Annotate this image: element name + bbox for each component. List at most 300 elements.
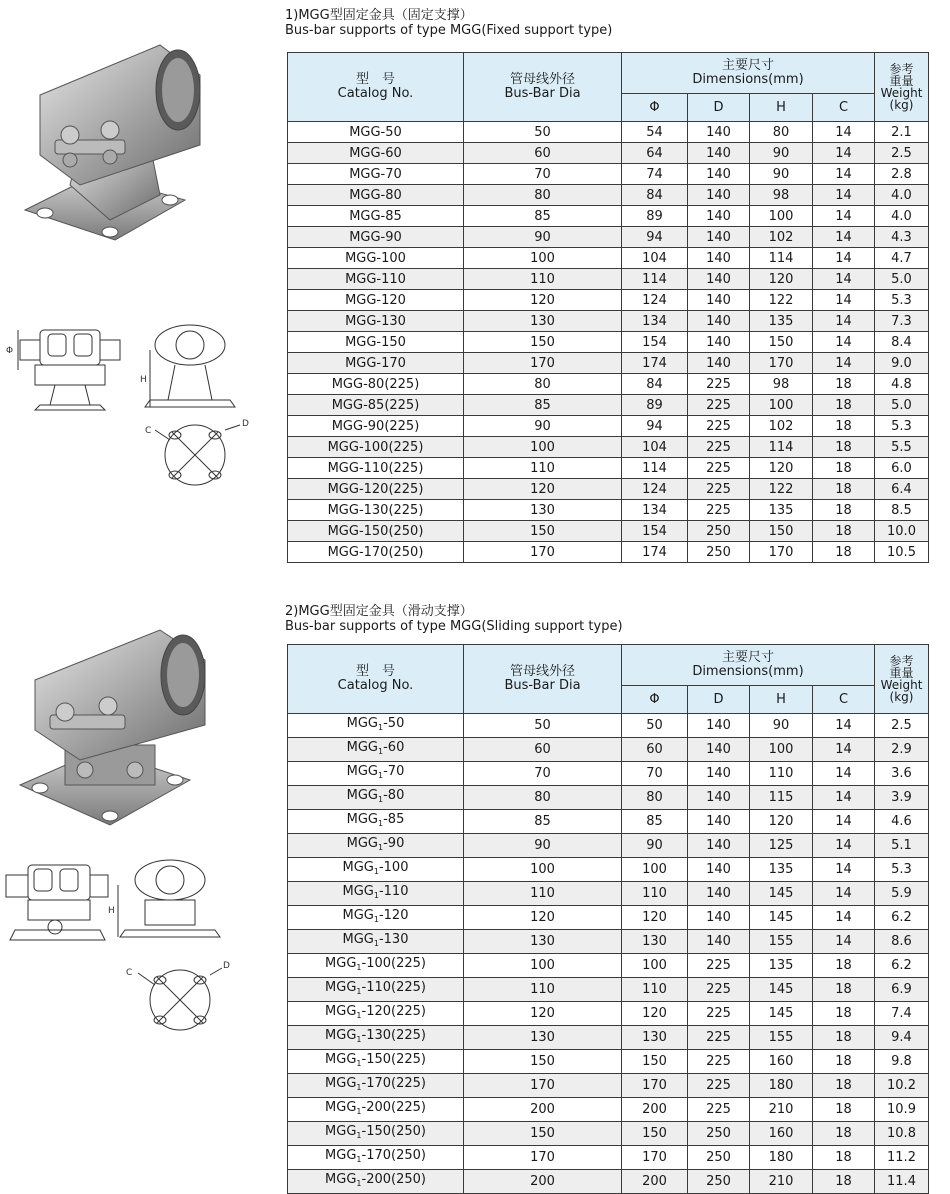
cell-busbar-dia: 130 <box>464 500 622 521</box>
cell-busbar-dia: 50 <box>464 122 622 143</box>
cell-c: 14 <box>813 353 875 374</box>
cell-h: 180 <box>750 1074 813 1098</box>
table-row <box>288 834 929 858</box>
cell-d: 225 <box>688 374 750 395</box>
cell-c: 18 <box>813 1122 875 1146</box>
caption-cn: 2)MGG型固定金具（滑动支撑） <box>285 604 473 619</box>
cell-phi: 200 <box>622 1170 688 1194</box>
cell-d: 140 <box>688 906 750 930</box>
cell-h: 80 <box>750 122 813 143</box>
cell-c: 14 <box>813 185 875 206</box>
cell-d: 140 <box>688 269 750 290</box>
cell-catalog-no: MGG-90 <box>288 227 464 248</box>
section-sliding-support <box>0 590 950 1189</box>
cell-catalog-no: $MGG_1-60$ <box>288 738 464 762</box>
cell-d: 225 <box>688 500 750 521</box>
cell-catalog-no: $MGG_1-120(225)$ <box>288 1002 464 1026</box>
cell-phi: 104 <box>622 248 688 269</box>
cell-busbar-dia: 130 <box>464 311 622 332</box>
caption-en: Bus-bar supports of type MGG(Sliding support type) <box>285 619 623 634</box>
spec-table-body <box>288 714 929 1194</box>
cell-d: 140 <box>688 353 750 374</box>
cell-weight: 11.4 <box>875 1170 929 1194</box>
table-row <box>288 332 929 353</box>
cell-h: 90 <box>750 164 813 185</box>
cell-d: 250 <box>688 1170 750 1194</box>
label-phi: Φ <box>6 346 14 356</box>
cell-h: 90 <box>750 714 813 738</box>
cell-phi: 134 <box>622 500 688 521</box>
cell-weight: 8.6 <box>875 930 929 954</box>
cell-weight: 6.2 <box>875 906 929 930</box>
cell-c: 18 <box>813 416 875 437</box>
cell-c: 14 <box>813 882 875 906</box>
cell-catalog-no: $MGG_1-90$ <box>288 834 464 858</box>
cell-phi: 150 <box>622 1122 688 1146</box>
cell-c: 14 <box>813 786 875 810</box>
cell-h: 160 <box>750 1122 813 1146</box>
cell-busbar-dia: 130 <box>464 930 622 954</box>
cell-h: 150 <box>750 521 813 542</box>
cell-phi: 114 <box>622 458 688 479</box>
cell-catalog-no: MGG-50 <box>288 122 464 143</box>
cell-c: 14 <box>813 906 875 930</box>
table-row <box>288 858 929 882</box>
cell-weight: 2.1 <box>875 122 929 143</box>
cell-h: 114 <box>750 437 813 458</box>
cell-busbar-dia: 120 <box>464 479 622 500</box>
cell-c: 18 <box>813 374 875 395</box>
table-row <box>288 521 929 542</box>
cell-weight: 5.3 <box>875 416 929 437</box>
cell-phi: 154 <box>622 521 688 542</box>
cell-phi: 130 <box>622 930 688 954</box>
cell-busbar-dia: 110 <box>464 978 622 1002</box>
cell-d: 225 <box>688 1050 750 1074</box>
header-dimensions: 主要尺寸 Dimensions(mm) <box>622 645 875 686</box>
cell-d: 250 <box>688 542 750 563</box>
table-row <box>288 1146 929 1170</box>
cell-catalog-no: $MGG_1-170(225)$ <box>288 1074 464 1098</box>
cell-h: 170 <box>750 353 813 374</box>
cell-d: 225 <box>688 954 750 978</box>
cell-weight: 4.0 <box>875 185 929 206</box>
cell-phi: 154 <box>622 332 688 353</box>
cell-d: 140 <box>688 738 750 762</box>
cell-busbar-dia: 150 <box>464 1050 622 1074</box>
table-row <box>288 143 929 164</box>
cell-catalog-no: MGG-85 <box>288 206 464 227</box>
cell-c: 14 <box>813 290 875 311</box>
cell-weight: 8.4 <box>875 332 929 353</box>
table-row <box>288 248 929 269</box>
cell-weight: 4.3 <box>875 227 929 248</box>
cell-phi: 94 <box>622 227 688 248</box>
cell-d: 140 <box>688 930 750 954</box>
cell-c: 18 <box>813 978 875 1002</box>
cell-busbar-dia: 90 <box>464 834 622 858</box>
cell-busbar-dia: 170 <box>464 1146 622 1170</box>
cell-busbar-dia: 170 <box>464 353 622 374</box>
cell-c: 18 <box>813 1050 875 1074</box>
table-row <box>288 930 929 954</box>
label-h: H <box>108 906 115 916</box>
cell-catalog-no: MGG-70 <box>288 164 464 185</box>
cell-phi: 150 <box>622 1050 688 1074</box>
cell-weight: 10.2 <box>875 1074 929 1098</box>
cell-h: 155 <box>750 930 813 954</box>
cell-d: 140 <box>688 311 750 332</box>
cell-catalog-no: $MGG_1-85$ <box>288 810 464 834</box>
header-busbar-dia: 管母线外径 Bus-Bar Dia <box>464 53 622 122</box>
cell-d: 225 <box>688 458 750 479</box>
cell-weight: 7.3 <box>875 311 929 332</box>
label-c: C <box>145 426 152 436</box>
technical-drawing-sliding <box>0 855 260 1035</box>
cell-busbar-dia: 85 <box>464 810 622 834</box>
cell-busbar-dia: 60 <box>464 738 622 762</box>
header-h: H <box>750 686 813 714</box>
cell-d: 225 <box>688 978 750 1002</box>
header-d: D <box>688 94 750 122</box>
cell-weight: 9.0 <box>875 353 929 374</box>
cell-c: 18 <box>813 458 875 479</box>
cell-weight: 5.3 <box>875 290 929 311</box>
cell-phi: 110 <box>622 882 688 906</box>
table-row <box>288 882 929 906</box>
cell-weight: 10.0 <box>875 521 929 542</box>
cell-weight: 6.0 <box>875 458 929 479</box>
cell-h: 135 <box>750 500 813 521</box>
cell-c: 18 <box>813 395 875 416</box>
cell-weight: 2.5 <box>875 714 929 738</box>
table-row <box>288 416 929 437</box>
cell-busbar-dia: 120 <box>464 1002 622 1026</box>
header-weight: 参考 重量 Weight (kg) <box>875 645 929 714</box>
table-row <box>288 290 929 311</box>
cell-h: 125 <box>750 834 813 858</box>
cell-phi: 130 <box>622 1026 688 1050</box>
product-photo-sliding <box>0 620 230 840</box>
cell-h: 90 <box>750 143 813 164</box>
cell-catalog-no: $MGG_1-130$ <box>288 930 464 954</box>
cell-catalog-no: MGG-130 <box>288 311 464 332</box>
cell-weight: 5.5 <box>875 437 929 458</box>
cell-d: 225 <box>688 416 750 437</box>
cell-weight: 9.8 <box>875 1050 929 1074</box>
cell-c: 14 <box>813 332 875 353</box>
cell-d: 140 <box>688 185 750 206</box>
section-caption <box>285 8 612 38</box>
cell-d: 140 <box>688 834 750 858</box>
table-row <box>288 185 929 206</box>
cell-catalog-no: $MGG_1-80$ <box>288 786 464 810</box>
table-row <box>288 1026 929 1050</box>
spec-table-body <box>288 122 929 563</box>
cell-h: 102 <box>750 416 813 437</box>
header-c: C <box>813 686 875 714</box>
cell-catalog-no: $MGG_1-200(250)$ <box>288 1170 464 1194</box>
cell-busbar-dia: 150 <box>464 1122 622 1146</box>
cell-c: 18 <box>813 1026 875 1050</box>
cell-weight: 6.2 <box>875 954 929 978</box>
cell-weight: 5.3 <box>875 858 929 882</box>
table-row <box>288 311 929 332</box>
cell-catalog-no: $MGG_1-110$ <box>288 882 464 906</box>
cell-busbar-dia: 70 <box>464 762 622 786</box>
cell-d: 250 <box>688 1146 750 1170</box>
cell-weight: 9.4 <box>875 1026 929 1050</box>
cell-c: 14 <box>813 810 875 834</box>
cell-busbar-dia: 120 <box>464 906 622 930</box>
table-row <box>288 954 929 978</box>
cell-busbar-dia: 200 <box>464 1170 622 1194</box>
cell-h: 115 <box>750 786 813 810</box>
table-row <box>288 395 929 416</box>
cell-phi: 200 <box>622 1098 688 1122</box>
cell-weight: 10.8 <box>875 1122 929 1146</box>
header-d: D <box>688 686 750 714</box>
cell-catalog-no: MGG-85(225) <box>288 395 464 416</box>
cell-catalog-no: MGG-110(225) <box>288 458 464 479</box>
cell-weight: 5.9 <box>875 882 929 906</box>
caption-cn: 1)MGG型固定金具（固定支撑） <box>285 8 473 23</box>
cell-busbar-dia: 85 <box>464 395 622 416</box>
cell-phi: 120 <box>622 1002 688 1026</box>
cell-c: 18 <box>813 479 875 500</box>
cell-h: 110 <box>750 762 813 786</box>
cell-d: 140 <box>688 786 750 810</box>
cell-d: 140 <box>688 332 750 353</box>
cell-phi: 84 <box>622 185 688 206</box>
cell-c: 14 <box>813 206 875 227</box>
cell-h: 145 <box>750 882 813 906</box>
cell-h: 145 <box>750 906 813 930</box>
cell-h: 160 <box>750 1050 813 1074</box>
label-d: D <box>242 419 249 429</box>
cell-busbar-dia: 150 <box>464 332 622 353</box>
cell-catalog-no: MGG-80(225) <box>288 374 464 395</box>
cell-catalog-no: MGG-60 <box>288 143 464 164</box>
cell-catalog-no: $MGG_1-170(250)$ <box>288 1146 464 1170</box>
cell-weight: 5.0 <box>875 269 929 290</box>
cell-weight: 5.1 <box>875 834 929 858</box>
cell-phi: 80 <box>622 786 688 810</box>
cell-busbar-dia: 130 <box>464 1026 622 1050</box>
cell-h: 150 <box>750 332 813 353</box>
cell-c: 18 <box>813 1074 875 1098</box>
cell-phi: 170 <box>622 1074 688 1098</box>
cell-c: 18 <box>813 1098 875 1122</box>
cell-phi: 104 <box>622 437 688 458</box>
cell-h: 114 <box>750 248 813 269</box>
cell-weight: 4.8 <box>875 374 929 395</box>
cell-h: 98 <box>750 185 813 206</box>
spec-table-fixed <box>287 52 929 563</box>
label-d: D <box>223 961 230 971</box>
cell-phi: 114 <box>622 269 688 290</box>
cell-weight: 2.8 <box>875 164 929 185</box>
cell-phi: 64 <box>622 143 688 164</box>
cell-c: 14 <box>813 930 875 954</box>
cell-phi: 84 <box>622 374 688 395</box>
cell-d: 140 <box>688 290 750 311</box>
cell-c: 14 <box>813 164 875 185</box>
cell-c: 18 <box>813 1146 875 1170</box>
cell-h: 100 <box>750 738 813 762</box>
cell-d: 140 <box>688 714 750 738</box>
cell-h: 210 <box>750 1170 813 1194</box>
cell-d: 225 <box>688 1074 750 1098</box>
table-row <box>288 1098 929 1122</box>
cell-catalog-no: MGG-90(225) <box>288 416 464 437</box>
cell-c: 18 <box>813 500 875 521</box>
cell-h: 98 <box>750 374 813 395</box>
cell-busbar-dia: 110 <box>464 882 622 906</box>
cell-catalog-no: $MGG_1-110(225)$ <box>288 978 464 1002</box>
cell-weight: 6.9 <box>875 978 929 1002</box>
cell-phi: 124 <box>622 290 688 311</box>
section-fixed-support <box>0 0 950 590</box>
product-photo-fixed <box>0 35 230 255</box>
cell-c: 18 <box>813 954 875 978</box>
cell-h: 155 <box>750 1026 813 1050</box>
cell-phi: 110 <box>622 978 688 1002</box>
cell-d: 225 <box>688 479 750 500</box>
cell-c: 18 <box>813 1170 875 1194</box>
cell-c: 14 <box>813 269 875 290</box>
cell-weight: 2.5 <box>875 143 929 164</box>
header-phi: Φ <box>622 686 688 714</box>
cell-h: 122 <box>750 290 813 311</box>
cell-catalog-no: MGG-130(225) <box>288 500 464 521</box>
header-h: H <box>750 94 813 122</box>
cell-c: 14 <box>813 143 875 164</box>
cell-busbar-dia: 170 <box>464 542 622 563</box>
cell-busbar-dia: 60 <box>464 143 622 164</box>
cell-phi: 90 <box>622 834 688 858</box>
table-row <box>288 810 929 834</box>
cell-d: 225 <box>688 1026 750 1050</box>
cell-busbar-dia: 100 <box>464 248 622 269</box>
table-row <box>288 122 929 143</box>
cell-catalog-no: MGG-120(225) <box>288 479 464 500</box>
cell-weight: 2.9 <box>875 738 929 762</box>
caption-en: Bus-bar supports of type MGG(Fixed support type) <box>285 23 613 38</box>
table-row <box>288 500 929 521</box>
cell-d: 140 <box>688 122 750 143</box>
cell-phi: 74 <box>622 164 688 185</box>
cell-h: 120 <box>750 269 813 290</box>
cell-h: 170 <box>750 542 813 563</box>
cell-d: 140 <box>688 164 750 185</box>
cell-busbar-dia: 85 <box>464 206 622 227</box>
cell-catalog-no: MGG-170 <box>288 353 464 374</box>
cell-catalog-no: MGG-120 <box>288 290 464 311</box>
cell-busbar-dia: 100 <box>464 954 622 978</box>
cell-weight: 3.9 <box>875 786 929 810</box>
cell-catalog-no: MGG-150 <box>288 332 464 353</box>
cell-h: 145 <box>750 1002 813 1026</box>
cell-phi: 94 <box>622 416 688 437</box>
cell-h: 100 <box>750 395 813 416</box>
header-dimensions: 主要尺寸 Dimensions(mm) <box>622 53 875 94</box>
cell-busbar-dia: 120 <box>464 290 622 311</box>
cell-phi: 100 <box>622 954 688 978</box>
cell-weight: 5.0 <box>875 395 929 416</box>
cell-phi: 174 <box>622 542 688 563</box>
table-row <box>288 458 929 479</box>
cell-h: 120 <box>750 458 813 479</box>
cell-phi: 170 <box>622 1146 688 1170</box>
cell-busbar-dia: 100 <box>464 437 622 458</box>
cell-c: 14 <box>813 834 875 858</box>
cell-weight: 3.6 <box>875 762 929 786</box>
cell-h: 120 <box>750 810 813 834</box>
cell-weight: 4.7 <box>875 248 929 269</box>
cell-d: 140 <box>688 810 750 834</box>
cell-phi: 85 <box>622 810 688 834</box>
cell-d: 140 <box>688 206 750 227</box>
table-row <box>288 374 929 395</box>
cell-h: 135 <box>750 858 813 882</box>
cell-weight: 4.6 <box>875 810 929 834</box>
cell-catalog-no: $MGG_1-120$ <box>288 906 464 930</box>
cell-phi: 120 <box>622 906 688 930</box>
label-h: H <box>140 375 147 385</box>
cell-phi: 174 <box>622 353 688 374</box>
cell-h: 210 <box>750 1098 813 1122</box>
cell-d: 140 <box>688 762 750 786</box>
cell-c: 14 <box>813 762 875 786</box>
cell-c: 14 <box>813 248 875 269</box>
cell-catalog-no: $MGG_1-100(225)$ <box>288 954 464 978</box>
table-row <box>288 714 929 738</box>
cell-catalog-no: $MGG_1-200(225)$ <box>288 1098 464 1122</box>
table-row <box>288 479 929 500</box>
cell-c: 18 <box>813 1002 875 1026</box>
cell-weight: 8.5 <box>875 500 929 521</box>
cell-catalog-no: $MGG_1-50$ <box>288 714 464 738</box>
table-row <box>288 1122 929 1146</box>
table-row <box>288 1050 929 1074</box>
cell-c: 14 <box>813 311 875 332</box>
cell-busbar-dia: 50 <box>464 714 622 738</box>
section-caption <box>285 604 623 634</box>
table-row <box>288 437 929 458</box>
cell-phi: 124 <box>622 479 688 500</box>
cell-d: 225 <box>688 1098 750 1122</box>
cell-catalog-no: $MGG_1-150(225)$ <box>288 1050 464 1074</box>
cell-weight: 4.0 <box>875 206 929 227</box>
cell-phi: 70 <box>622 762 688 786</box>
table-row <box>288 762 929 786</box>
cell-busbar-dia: 200 <box>464 1098 622 1122</box>
table-row <box>288 1170 929 1194</box>
cell-phi: 89 <box>622 206 688 227</box>
cell-catalog-no: MGG-110 <box>288 269 464 290</box>
cell-d: 140 <box>688 882 750 906</box>
cell-busbar-dia: 80 <box>464 374 622 395</box>
cell-weight: 6.4 <box>875 479 929 500</box>
cell-h: 180 <box>750 1146 813 1170</box>
header-phi: Φ <box>622 94 688 122</box>
cell-phi: 134 <box>622 311 688 332</box>
cell-busbar-dia: 90 <box>464 227 622 248</box>
cell-catalog-no: $MGG_1-130(225)$ <box>288 1026 464 1050</box>
header-weight: 参考 重量 Weight (kg) <box>875 53 929 122</box>
cell-busbar-dia: 100 <box>464 858 622 882</box>
